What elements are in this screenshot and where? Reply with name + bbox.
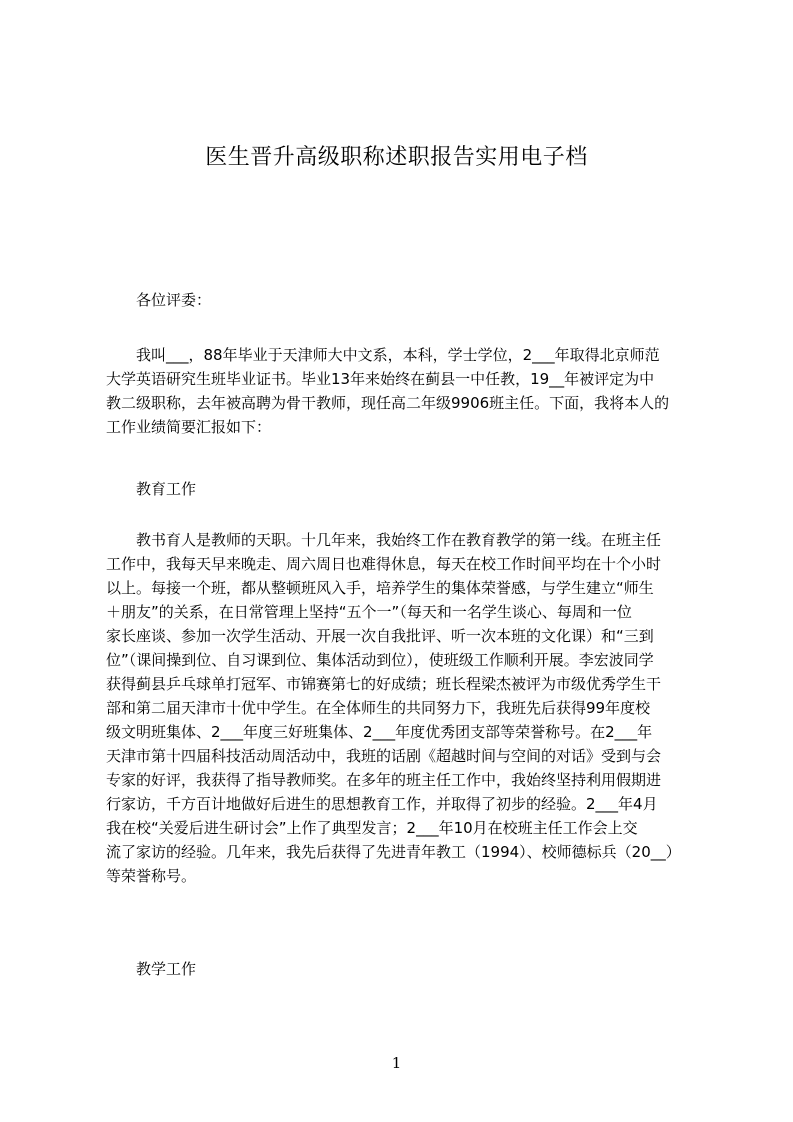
- section-heading-teaching: [106, 957, 700, 981]
- paragraph-line: 家长座谈、参加一次学生活动、开展一次自我批评、听一次本班的文化课）和“三到: [106, 627, 654, 645]
- paragraph-line: 等荣誉称号。: [106, 867, 197, 885]
- paragraph-line: 工作中，我每天早来晚走、周六周日也难得休息，每天在校工作时间平均在十个小时: [106, 555, 662, 573]
- education-paragraph: [106, 528, 700, 888]
- paragraph-line: 大学英语研究生班毕业证书。毕业13年来始终在蓟县一中任教，19__年被评定为中: [106, 370, 655, 388]
- section-heading-education: [106, 477, 700, 501]
- paragraph-line: 部和第二届天津市十优中学生。在全体师生的共同努力下，我班先后获得99年度校: [106, 699, 651, 717]
- section-heading-text: 教育工作: [136, 480, 197, 498]
- paragraph-line: 工作业绩简要汇报如下：: [106, 418, 272, 436]
- paragraph-line: 教二级职称，去年被高聘为骨干教师，现任高二年级9906班主任。下面，我将本人的: [106, 394, 670, 412]
- paragraph-line: 我叫___，88年毕业于天津师大中文系，本科，学士学位，2___年取得北京师范: [106, 346, 660, 364]
- paragraph-line: 行家访，千方百计地做好后进生的思想教育工作，并取得了初步的经验。2___年4月: [106, 795, 658, 813]
- paragraph-line: 获得蓟县乒乓球单打冠军、市锦赛第七的好成绩；班长程梁杰被评为市级优秀学生干: [106, 675, 662, 693]
- paragraph-line: 位”（课间操到位、自习课到位、集体活动到位），使班级工作顺利开展。李宏波同学: [106, 651, 654, 669]
- paragraph-line: 级文明班集体、2___年度三好班集体、2___年度优秀团支部等荣誉称号。在2___年: [106, 723, 653, 741]
- paragraph-line: ＋朋友”的关系，在日常管理上坚持“五个一”（每天和一名学生谈心、每周和一位: [106, 603, 632, 621]
- paragraph-line: 我在校“关爱后进生研讨会”上作了典型发言；2___年10月在校班主任工作会上交: [106, 819, 638, 837]
- paragraph-line: 教书育人是教师的天职。十几年来，我始终工作在教育教学的第一线。在班主任: [106, 531, 662, 549]
- paragraph-line: 流了家访的经验。几年来，我先后获得了先进青年教工（1994）、校师德标兵（20__）: [106, 843, 681, 861]
- paragraph-line: 专家的好评，我获得了指导教师奖。在多年的班主任工作中，我始终坚持利用假期进: [106, 771, 662, 789]
- salutation-text: 各位评委：: [136, 291, 212, 309]
- intro-paragraph: [106, 343, 700, 439]
- page-number: 1: [391, 1054, 402, 1072]
- paragraph-line: 天津市第十四届科技活动周活动中，我班的话剧《超越时间与空间的对话》受到与会: [106, 747, 662, 765]
- document-title: 医生晋升高级职称述职报告实用电子档: [205, 145, 588, 170]
- section-heading-text: 教学工作: [136, 960, 197, 978]
- paragraph-line: 以上。每接一个班，都从整顿班风入手，培养学生的集体荣誉感，与学生建立“师生: [106, 579, 654, 597]
- salutation: [106, 288, 700, 312]
